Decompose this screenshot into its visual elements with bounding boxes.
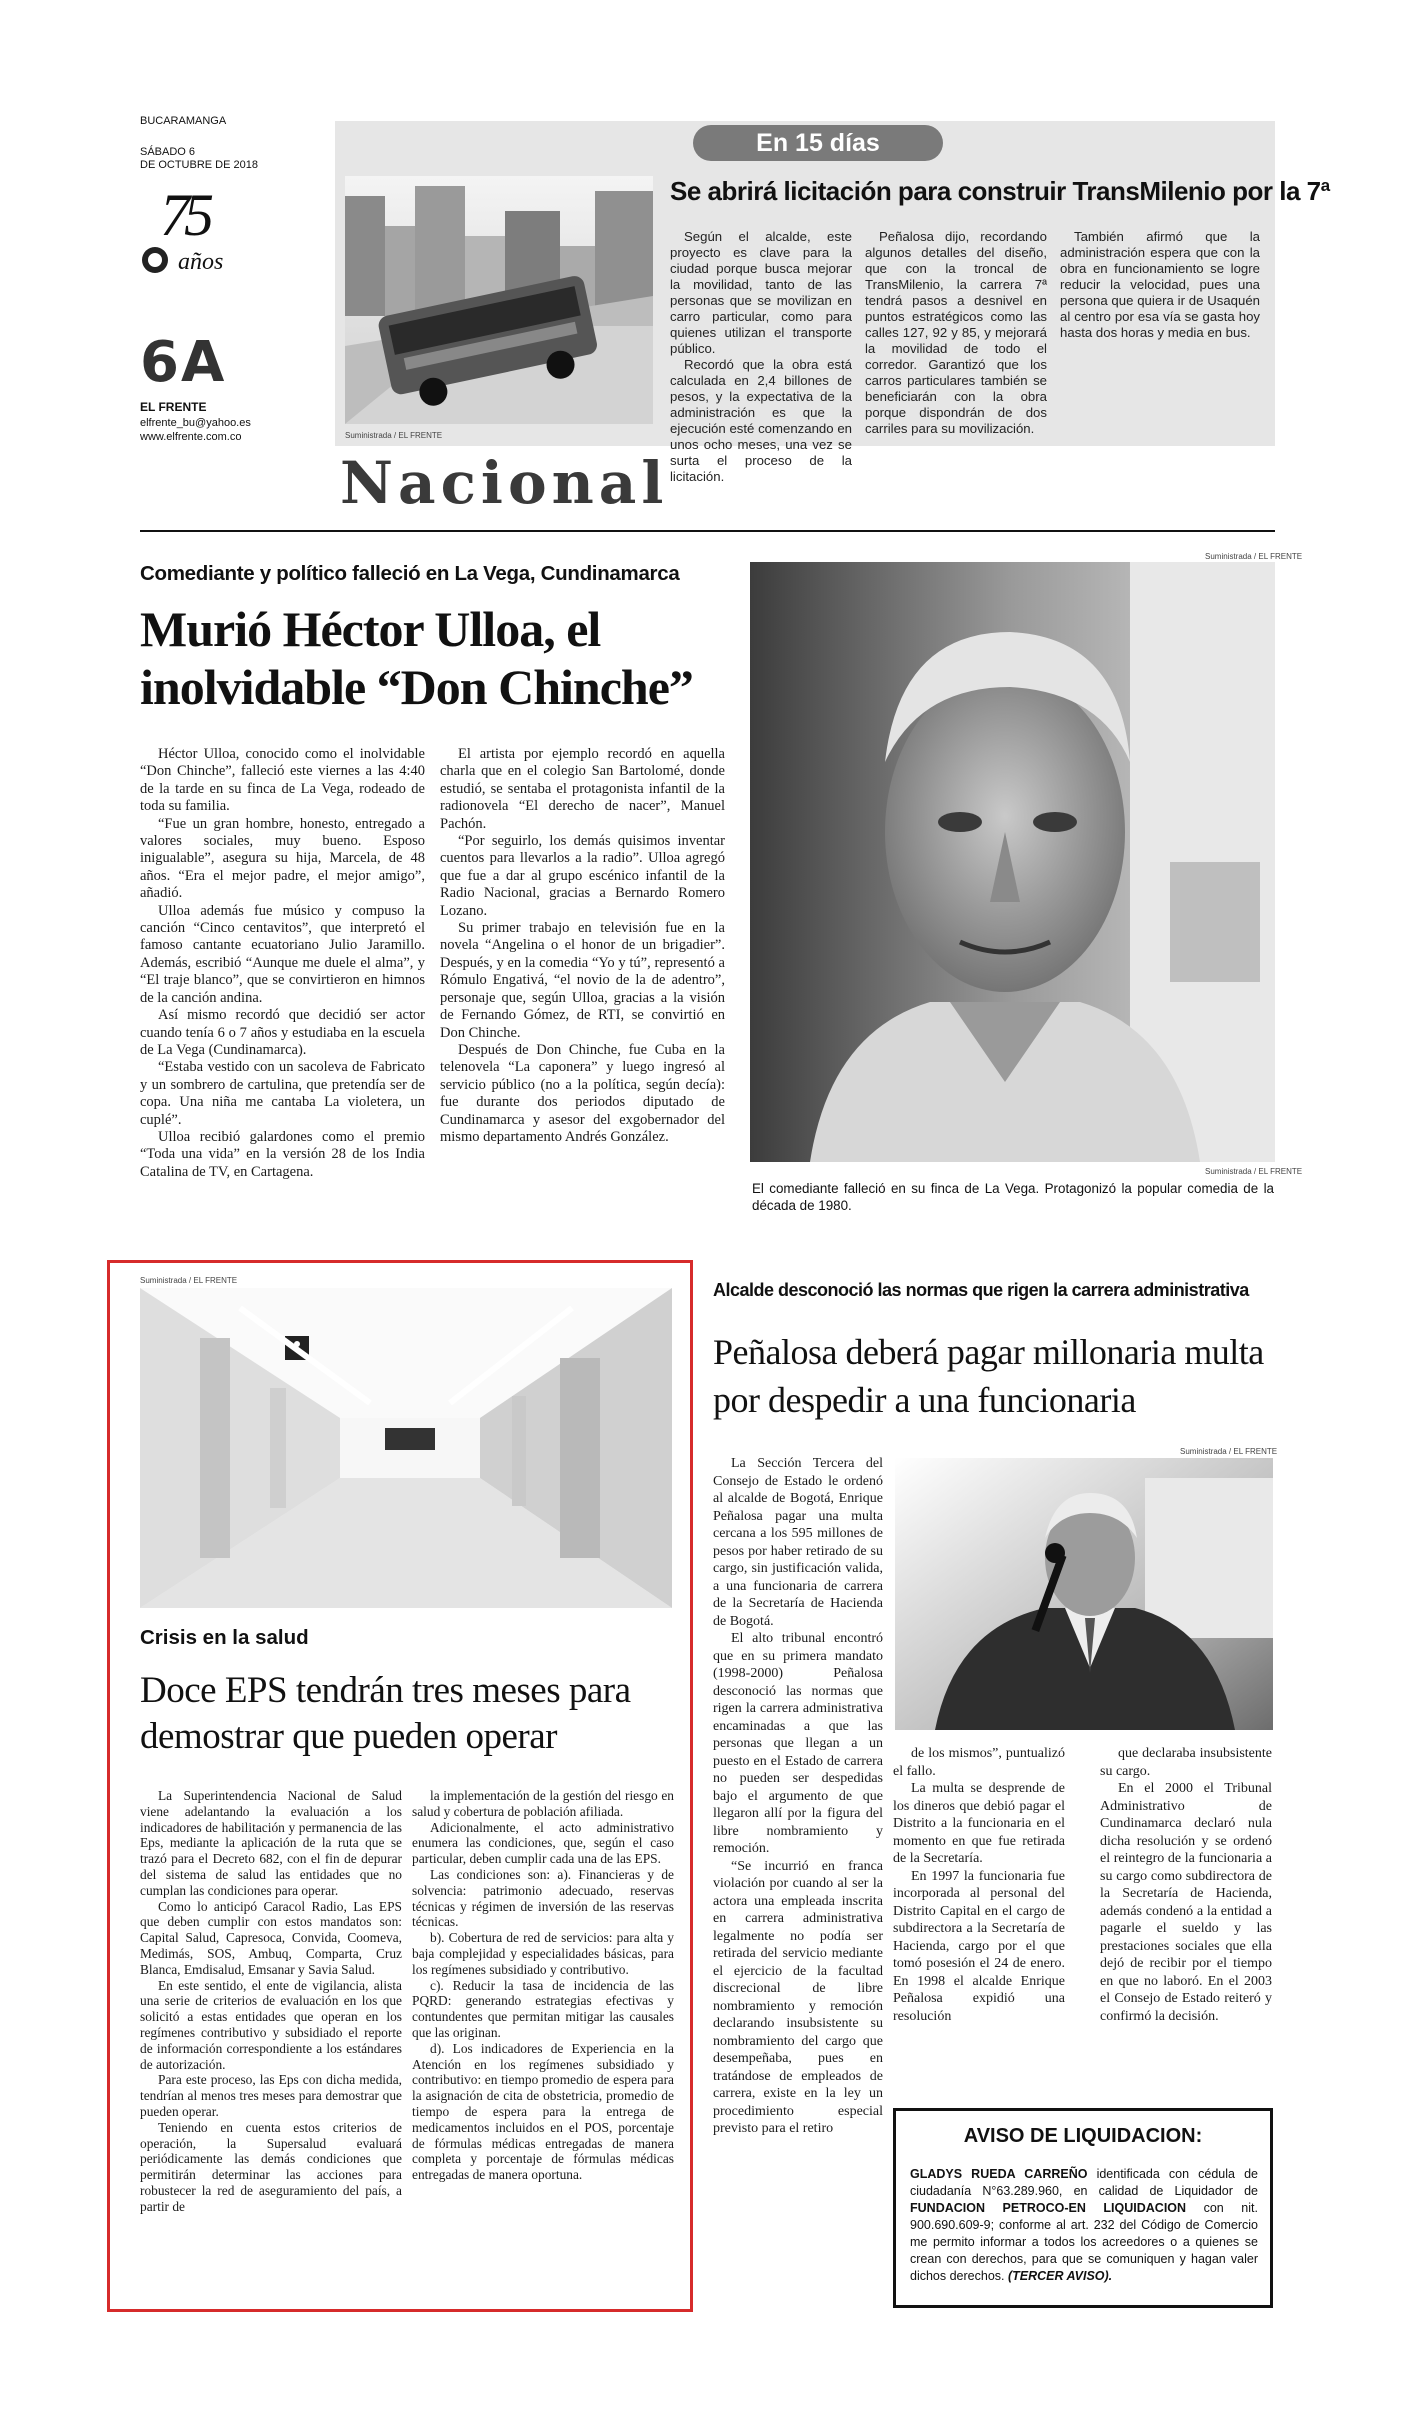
aviso-box bbox=[893, 2108, 1273, 2308]
anniversary-number: 75 bbox=[160, 182, 208, 248]
paragraph: de los mismos”, puntualizó el fallo. bbox=[893, 1746, 1065, 1779]
penalosa-headline: Peñalosa deberá pagar millonaria multa por despedir a una funcionaria bbox=[713, 1332, 1264, 1420]
aviso-text-2: con nit. 900.690.609-9; conforme al art. 232 del Código de Comercio me permito informar a todos los acreedores o a quienes se crean con derechos, para que se comuniquen y hagan valer dichos derechos. bbox=[910, 2201, 1258, 2283]
top-story-col-3 bbox=[1060, 229, 1260, 341]
top-story-photo-credit: Suministrada / EL FRENTE bbox=[345, 431, 443, 440]
penalosa-col-3 bbox=[1100, 1745, 1272, 2025]
paragraph: “Se incurrió en franca violación por cuando al ser la actora una empleada inscrita en carrera administrativa legalmente no podía ser retirada del servicio mediante el ejercicio de la facultad discrecional de libre nombramiento y remoción declarando insubsistente su nombramiento del cargo que desempeñaba, pues en tratándose de empleados de carrera, existe en la ley un procedimiento especial previsto para el retiro bbox=[713, 1858, 883, 2136]
paragraph: Ulloa recibió galardones como el premio “Toda una vida” en la versión 28 de los India Catalina de TV, en Cartagena. bbox=[140, 1128, 425, 1180]
eps-col-2 bbox=[412, 1788, 674, 2183]
paragraph: Después de Don Chinche, fue Cuba en la telenovela “La caponera” y luego ingresó al servicio público (no a la política, según decía): fue durante dos periodos diputado de Cundinamarca y asesor del exgobernador del mismo departamento Andrés González. bbox=[440, 1041, 725, 1145]
header-date: DE OCTUBRE DE 2018 bbox=[140, 159, 258, 171]
paragraph: Para este proceso, las Eps con dicha medida, tendrían al menos tres meses para demostrar que pueden operar. bbox=[140, 2072, 402, 2119]
paragraph: Adicionalmente, el acto administrativo enumera las condiciones, que, según el caso particular, deben cumplir cada una de las EPS. bbox=[412, 1819, 674, 1867]
header-day: SÁBADO 6 bbox=[140, 146, 196, 158]
section-divider bbox=[140, 530, 1275, 532]
paragraph: En el 2000 el Tribunal Administrativo de Cundinamarca declaró nula dicha resolución y se ordenó el reintegro de la funcionaria a su cargo como subdirectora de la Secretaría de Hacienda, además condenó a la entidad a pagarle el sueldo y las prestaciones sociales que ella dejó de recibir por el tiempo en que no laboró. En el 2003 el Consejo de Estado reiteró y confirmó la decisión. bbox=[1100, 1781, 1272, 2024]
header-website: www.elfrente.com.co bbox=[140, 431, 242, 443]
paragraph: En 1997 la funcionaria fue incorporada al personal del Distrito Capital en el cargo de subdirectora a la Secretaría de Hacienda, cargo por el que tomó posesión el 24 de enero. En 1998 el alcalde Enrique Peñalosa expidió una resolución bbox=[893, 1868, 1065, 2024]
paragraph: La Superintendencia Nacional de Salud viene adelantando la evaluación a los indicadores de habilitación y permanencia de las Eps, mediante la aplicación de la ruta que se trazó para el Decreto 682, con el fin de depurar del sistema de salud las entidades que no cumplan las condiciones para operar. bbox=[140, 1788, 402, 1898]
penalosa-photo-credit: Suministrada / EL FRENTE bbox=[1180, 1447, 1278, 1456]
anniversary-logo bbox=[140, 182, 250, 305]
penalosa-photo bbox=[895, 1458, 1273, 1730]
paragraph: El artista por ejemplo recordó en aquella charla que en el colegio San Bartolomé, donde estudió, se sentaba el protagonista infantil de la radionovela “El derecho de nacer”, Manuel Pachón. bbox=[440, 746, 725, 832]
ulloa-col-2 bbox=[440, 746, 725, 1146]
paragraph: Recordó que la obra está calculada en 2,4 billones de pesos, y la expectativa de la administración es que la ejecución esté comenzando en unos ocho meses, una vez se surta el proceso de la licitación. bbox=[670, 357, 852, 484]
top-story-badge-text: En 15 días bbox=[756, 129, 880, 157]
ulloa-photo-credit-bottom: Suministrada / EL FRENTE bbox=[1205, 1167, 1303, 1176]
ulloa-portrait-photo bbox=[750, 562, 1275, 1162]
aviso-title: AVISO DE LIQUIDACION: bbox=[963, 2125, 1203, 2147]
ulloa-headline: Murió Héctor Ulloa, el inolvidable “Don Chinche” bbox=[140, 601, 693, 715]
penalosa-col-1 bbox=[713, 1455, 883, 2138]
paragraph: Las condiciones son: a). Financieras y de solvencia: patrimonio adecuado, reservas técnicas y régimen de inversión de las reservas técnicas. bbox=[412, 1866, 674, 1930]
aviso-text-1: identificada con cédula de ciudadanía N°63.289.960, en calidad de Liquidador de bbox=[910, 2167, 1258, 2198]
paragraph: d). Los indicadores de Experiencia en la Atención en los regímenes subsidiado y contributivo: en tiempo promedio de espera para la asignación de cita de obstetricia, promedio de tiempo de espera para la entrega de medicamentos incluidos en el POS, porcentaje de fórmulas médicas entregadas de manera completa y porcentaje de fórmulas médicas entregadas de manera oportuna. bbox=[412, 2040, 674, 2183]
paragraph: “Fue un gran hombre, honesto, entregado a valores sociales, muy bueno. Esposo inigualable”, asegura su hija, Marcela, de 48 años. “Era el mejor padre, el mejor amigo”, añadió. bbox=[140, 815, 425, 902]
paragraph: La multa se desprende de los dineros que debió pagar el Distrito a la funcionaria en el momento en que fue retirada de la Secretaría. bbox=[893, 1781, 1065, 1866]
paragraph: b). Cobertura de red de servicios: para alta y baja complejidad y especialidades básicas, para los regímenes subsidiado y contributivo. bbox=[412, 1930, 674, 1977]
paragraph: c). Reducir la tasa de incidencia de las PQRD: generando estrategias efectivas y contundentes que permitan mitigar las causales que las originan. bbox=[412, 1977, 674, 2040]
ulloa-photo-credit-top: Suministrada / EL FRENTE bbox=[1205, 552, 1303, 561]
top-story-col-1 bbox=[670, 229, 852, 485]
paragraph: Según el alcalde, este proyecto es clave para la ciudad porque busca mejorar la movilidad, tanto de las personas que se movilizan en carro particular, como para quienes utilizan el transporte público. bbox=[670, 229, 852, 356]
paragraph: Héctor Ulloa, conocido como el inolvidable “Don Chinche”, falleció este viernes a las 4:40 de la tarde en su finca de La Vega, rodeado de toda su familia. bbox=[140, 746, 425, 815]
paragraph: La Sección Tercera del Consejo de Estado le ordenó al alcalde de Bogotá, Enrique Peñalosa pagar una multa cercana a los 595 millones de pesos por haber retirado de su cargo, sin justificación valida, a una funcionaria de carrera de la Secretaría de Hacienda de Bogotá. bbox=[713, 1456, 883, 1629]
aviso-body bbox=[910, 2166, 1258, 2285]
paragraph: Su primer trabajo en televisión fue en la novela “Angelina o el honor de un brigadier”. Después, y en la comedia “Yo y tú”, representó a Rómulo Engativá, “el novio de la de adentro”, personaje que, según Ulloa, gracias a la visión de Fernando Gómez, de RTI, se convirtió en Don Chinche. bbox=[440, 920, 725, 1041]
eps-photo-credit: Suministrada / EL FRENTE bbox=[140, 1276, 238, 1285]
section-title: Nacional bbox=[340, 449, 669, 517]
anniversary-word: años bbox=[178, 249, 224, 275]
header-city: BUCARAMANGA bbox=[140, 115, 227, 127]
ulloa-caption: El comediante falleció en su finca de La Vega. Protagonizó la popular comedia de la década de 1980. bbox=[752, 1181, 1274, 1213]
penalosa-kicker: Alcalde desconoció las normas que rigen la carrera administrativa bbox=[713, 1280, 1249, 1300]
paragraph: El alto tribunal encontró que en su primera mandato (1998-2000) Peñalosa desconoció las normas que rigen la carrera administrativa encaminadas a que las personas que llegan a un puesto en el Estado de carrera no pueden ser despedidas bajo el argumento de que llegaron allí por la figura del libre nombramiento y remoción. bbox=[713, 1631, 883, 1856]
top-story-col-2 bbox=[865, 229, 1047, 437]
page-number: 6A bbox=[140, 330, 227, 395]
paragraph: Como lo anticipó Caracol Radio, Las EPS que deben cumplir con estos mandatos son: Capital Salud, Capresoca, Convida, Coomeva, Medimás, SOS, Ambuq, Comparta, Cruz Blanca, Emdisalud, Emsanar y Savia Salud. bbox=[140, 1898, 402, 1977]
eps-headline: Doce EPS tendrán tres meses para demostrar que pueden operar bbox=[140, 1670, 631, 1757]
paragraph: En este sentido, el ente de vigilancia, alista una serie de criterios de evaluación en los que solicitó a estas entidades que operan en los regímenes contributivo y subsidiado el reporte de información correspondiente a los estándares de autorización. bbox=[140, 1977, 402, 2072]
ulloa-col-1 bbox=[140, 746, 425, 1181]
hospital-corridor-photo bbox=[140, 1288, 672, 1608]
paragraph: Ulloa además fue músico y compuso la canción “Cinco centavitos”, que interpretó el famoso cantante ecuatoriano Julio Jaramillo. Además, escribió “Aunque me duele el alma”, y “El traje blanco”, que se convirtieron en himnos de la canción andina. bbox=[140, 902, 425, 1006]
eps-kicker: Crisis en la salud bbox=[140, 1626, 309, 1649]
paragraph: que declaraba insubsistente su cargo. bbox=[1100, 1746, 1272, 1779]
aviso-tag: (TERCER AVISO). bbox=[1007, 2269, 1113, 2283]
penalosa-col-2 bbox=[893, 1745, 1065, 2025]
top-story-headline: Se abrirá licitación para construir TransMilenio por la 7ª bbox=[670, 176, 1330, 206]
paragraph: “Estaba vestido con un sacoleva de Fabricato y un sombrero de cartulina, que pretendía ser de copa. Una niña me cantaba La violetera, un cuplé”. bbox=[140, 1059, 425, 1128]
paper-name: EL FRENTE bbox=[140, 400, 207, 414]
transmilenio-photo bbox=[345, 176, 653, 424]
eps-col-1 bbox=[140, 1788, 402, 2215]
paragraph: Teniendo en cuenta estos criterios de operación, la Supersalud evaluará periódicamente las demás condiciones que permitirán determinar las acciones para robustecer la red de aseguramiento del país, a partir de bbox=[140, 2119, 402, 2214]
paragraph: También afirmó que la administración espera que con la obra en funcionamiento se logre reducir la velocidad, pues una persona que quiera ir de Usaquén al centro por esa vía se gasta hoy hasta dos horas y media en bus. bbox=[1060, 229, 1260, 340]
header-email: elfrente_bu@yahoo.es bbox=[140, 417, 251, 429]
paragraph: Peñalosa dijo, recordando algunos detalles del diseño, que con la troncal de TransMilenio, la carrera 7ª tendrá pasos a desnivel en puntos estratégicos como las calles 127, 92 y 85, y mejorará la movilidad de todo el corredor. Garantizó que los carros particulares también se beneficiarán con la obra porque dispondrán de dos carriles para su movilización. bbox=[865, 229, 1047, 436]
aviso-name: GLADYS RUEDA CARREÑO bbox=[910, 2167, 1088, 2181]
aviso-company: FUNDACION PETROCO-EN LIQUIDACION bbox=[910, 2201, 1187, 2215]
top-story-badge bbox=[693, 125, 943, 161]
ulloa-kicker: Comediante y político falleció en La Vega, Cundinamarca bbox=[140, 562, 680, 585]
paragraph: la implementación de la gestión del riesgo en salud y cobertura de población afiliada. bbox=[412, 1788, 674, 1819]
paragraph: Así mismo recordó que decidió ser actor cuando tenía 6 o 7 años y estudiaba en la escuela de La Vega (Cundinamarca). bbox=[140, 1007, 425, 1058]
paragraph: “Por seguirlo, los demás quisimos inventar cuentos para llevarlos a la radio”. Ulloa agregó que fue a dar al grupo escénico infantil de la Radio Nacional, gracias a Bernardo Romero Lozano. bbox=[440, 833, 725, 919]
